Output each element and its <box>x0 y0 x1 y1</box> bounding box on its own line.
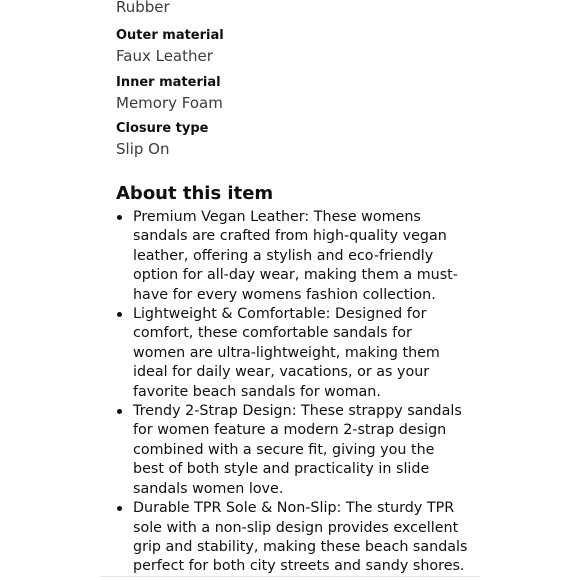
spec-outer-material <box>116 28 556 66</box>
spec-inner-material <box>116 75 556 113</box>
about-bullet-text: Trendy 2-Strap Design: These strappy sandals for women feature a modern 2-strap design combined with a secure fit, giving you the best of both style and practicality in slide sandals women love. <box>133 403 462 497</box>
about-heading: About this item <box>116 183 274 204</box>
spec-label: Outer material <box>116 28 224 43</box>
bullet-dot-icon <box>117 215 122 220</box>
about-bullet-item <box>116 305 468 402</box>
spec-value: Memory Foam <box>116 94 223 112</box>
spec-value-sole-material: Rubber <box>116 0 170 16</box>
spec-closure-type <box>116 121 556 159</box>
spec-value: Faux Leather <box>116 47 213 65</box>
about-bullet-item <box>116 208 468 305</box>
bullet-dot-icon <box>117 312 122 317</box>
bottom-divider <box>100 576 480 577</box>
about-bullet-list <box>116 208 468 577</box>
spec-value: Slip On <box>116 140 170 158</box>
spec-label: Closure type <box>116 121 209 136</box>
about-bullet-text: Lightweight & Comfortable: Designed for comfort, these comfortable sandals for women are ultra-lightweight, making them ideal for daily wear, vacations, or as your favorite beach sandals for woman. <box>133 306 440 400</box>
spec-label: Inner material <box>116 75 221 90</box>
about-bullet-item <box>116 499 468 577</box>
about-bullet-text: Premium Vegan Leather: These womens sandals are crafted from high-quality vegan leather, offering a stylish and eco-friendly option for all-day wear, making them a must-have for every womens fashion collection. <box>133 209 458 303</box>
about-bullet-text: Durable TPR Sole & Non-Slip: The sturdy TPR sole with a non-slip design provides excellent grip and stability, making these beach sandals perfect for both city streets and sandy shores. <box>133 500 468 575</box>
about-bullet-item <box>116 402 468 499</box>
bullet-dot-icon <box>117 506 122 511</box>
bullet-dot-icon <box>117 409 122 414</box>
